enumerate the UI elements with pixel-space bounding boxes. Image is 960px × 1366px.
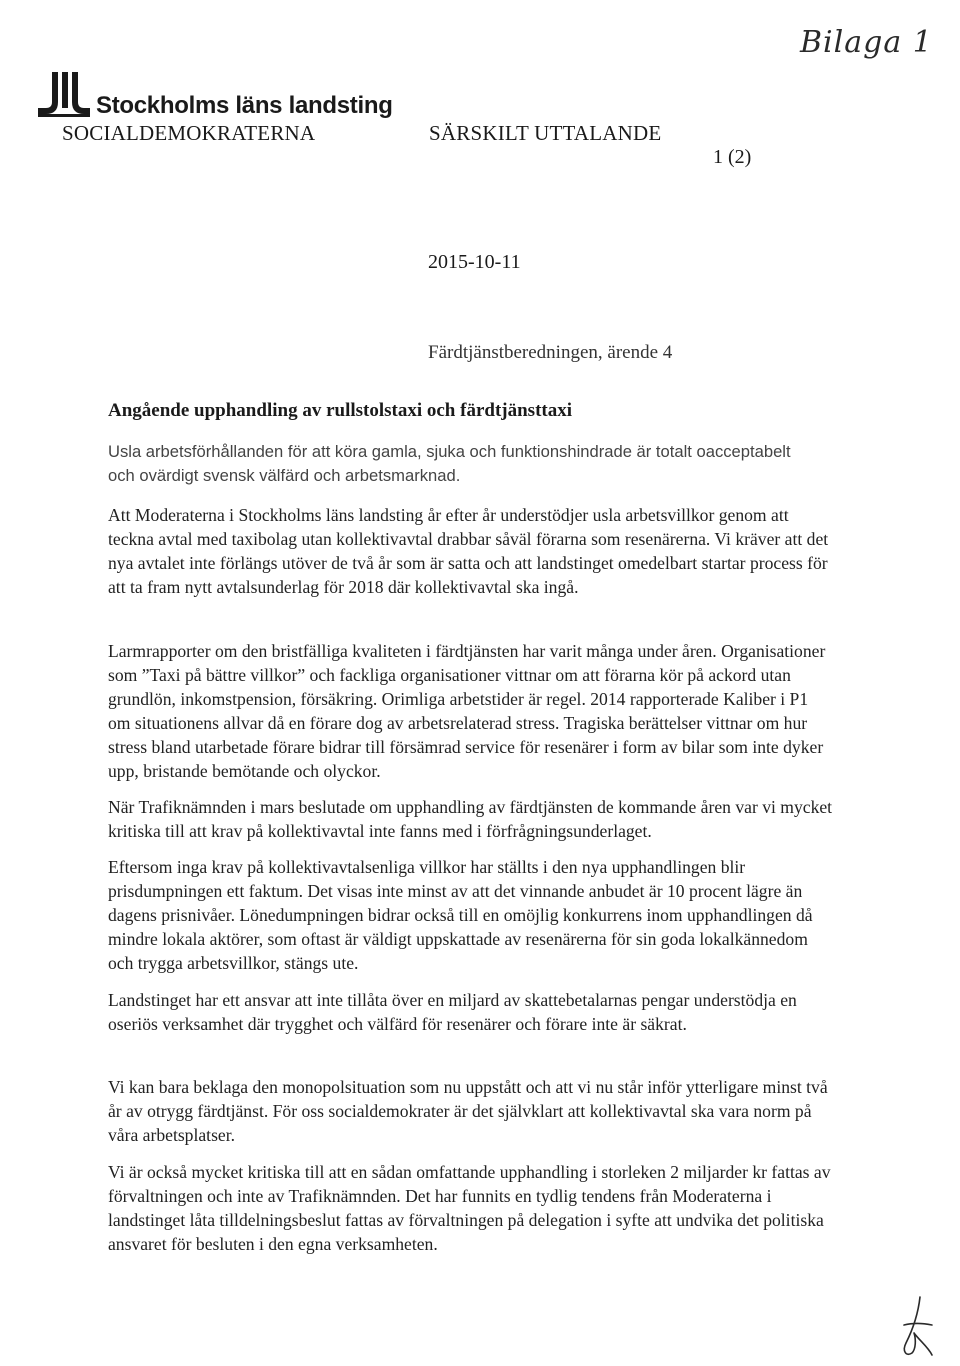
body-paragraph: Larmrapporter om den bristfälliga kvaliteten i färdtjänsten har varit många under åren. Organisationer som ”Taxi på bättre villkor” och fackliga organisationer vittnar om att förarna kör på ackord utan grundlön, inkomstpension, försäkring. Orimliga arbetstider är regel. 2014 rapporterade Kaliber i P1 om situationens allvar då en förare dog av arbetsrelaterad stress. Tragiska berättelser vittnar om hur stress bland utarbetade förare bidrar till försämrad service för resenärer i form av bilar som inte dyker upp, bristande bemötande och olyckor. [108,641,826,781]
body-paragraph: Vi kan bara beklaga den monopolsituation som nu uppstått och att vi nu står inför ytterligare minst två år av otrygg färdtjänst. För oss socialdemokrater är det självklart att kollektivavtal ska vara norm på våra arbetsplatser. [108,1077,828,1145]
body-paragraph: Landstinget har ett ansvar att inte tillåta över en miljard av skattebetalarnas pengar understödja en oseriös verksamhet där trygghet och välfärd för resenärer och förare inte är säkrat. [108,990,797,1034]
handwritten-initials [898,1295,938,1360]
document-date: 2015-10-11 [428,251,521,273]
page-number: 1 (2) [713,146,752,168]
body-paragraph: Vi är också mycket kritiska till att en sådan omfattande upphandling i storleken 2 miljarder kr fattas av förvaltningen och inte av Trafiknämnden. Det har funnits en tydlig tendens från Moderaterna i landstinget låta tilldelningsbeslut fattas av förvaltningen på delegation i syfte att undvika det politiska ansvaret för besluten i den egna verksamheten. [108,1162,831,1254]
body-paragraph: Usla arbetsförhållanden för att köra gamla, sjuka och funktionshindrade är totalt oacceptabelt och ovärdigt svensk välfärd och arbetsmarknad. [108,442,791,485]
organization-name: Stockholms läns landsting [96,92,393,119]
body-paragraph: Att Moderaterna i Stockholms läns landsting år efter år understödjer usla arbetsvillkor genom att teckna avtal med taxibolag utan kollektivavtal drabbar såväl förarna som resenärerna. Vi kräver att det nya avtalet inte förlängs utöver de två år som är satta och att landstinget omedelbart startar process för att ta fram nytt avtalsunderlag för 2018 där kollektivavtal ska ingå. [108,505,829,597]
handwritten-annotation: Bilaga 1 [800,25,933,60]
document-type: SÄRSKILT UTTALANDE [429,121,662,145]
document-heading: Angående upphandling av rullstolstaxi och färdtjänsttaxi [108,400,572,421]
meeting-reference: Färdtjänstberedningen, ärende 4 [428,342,673,363]
party-name: SOCIALDEMOKRATERNA [62,121,316,145]
body-paragraph: Eftersom inga krav på kollektivavtalsenliga villkor har ställts i den nya upphandlingen blir prisdumpningen ett faktum. Det visas inte minst av att det vinnande anbudet är 10 procent lägre än dagens prisnivåer. Lönedumpningen bidrar också till en omöjlig konkurrens inom upphandlingen då mindre lokala aktörer, som oftast är väldigt uppskattade av resenärerna för sin goda lokalkännedom och trygga arbetsvillkor, stängs ute. [108,857,813,973]
landsting-logo-icon [38,70,90,118]
body-paragraph: När Trafiknämnden i mars beslutade om upphandling av färdtjänsten de kommande åren var vi mycket kritiska till att krav på kollektivavtal inte fanns med i förfrågningsunderlaget. [108,797,833,841]
